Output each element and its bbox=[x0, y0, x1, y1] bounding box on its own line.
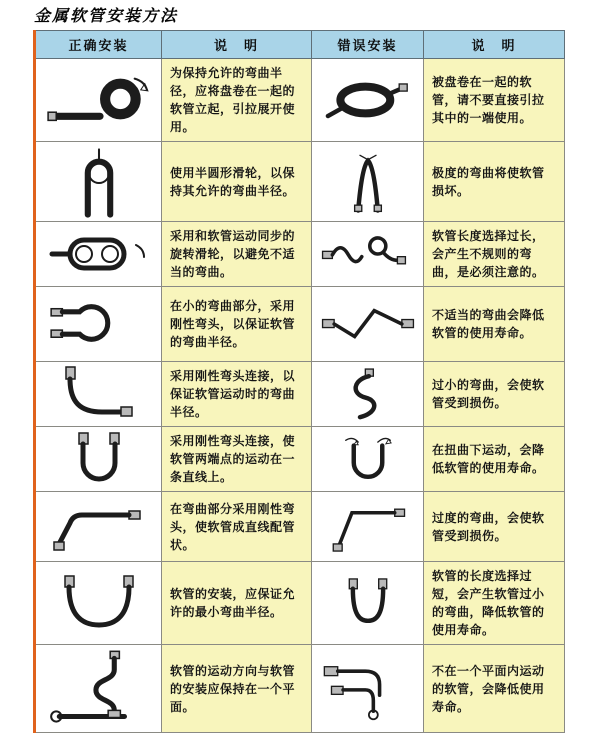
correct-description: 使用半圆形滑轮，以保持其允许的弯曲半径。 bbox=[162, 142, 312, 222]
wrong-description: 过度的弯曲，会使软管受到损伤。 bbox=[424, 492, 565, 562]
table-row bbox=[35, 287, 565, 362]
wrong-image-cell bbox=[312, 142, 424, 222]
correct-image-cell bbox=[35, 362, 162, 427]
correct-description: 采用和软管运动同步的旋转滑轮，以避免不适当的弯曲。 bbox=[162, 222, 312, 287]
wrong-description: 不适当的弯曲会降低软管的使用寿命。 bbox=[424, 287, 565, 362]
hose-over-semicircular-pulley-illustration bbox=[43, 145, 155, 219]
flat-coil-pulled-end-illustration bbox=[319, 70, 417, 130]
hose-twisted-u-illustration bbox=[319, 430, 417, 488]
correct-description: 在弯曲部分采用刚性弯头，使软管成直线配管状。 bbox=[162, 492, 312, 562]
wrong-image-cell bbox=[312, 562, 424, 645]
header-description-correct: 说 明 bbox=[162, 31, 312, 59]
hose-irregular-loops-illustration bbox=[319, 225, 417, 283]
correct-description: 为保持允许的弯曲半径，应将盘卷在一起的软管立起，引拉展开使用。 bbox=[162, 59, 312, 142]
table-row bbox=[35, 222, 565, 287]
standing-coil-with-pullout-illustration bbox=[43, 68, 155, 132]
correct-description: 采用刚性弯头连接，使软管两端点的运动在一条直线上。 bbox=[162, 427, 312, 492]
table-row bbox=[35, 645, 565, 733]
hose-too-short-small-u-illustration bbox=[319, 573, 417, 633]
rigid-elbow-u-inline-motion-illustration bbox=[43, 430, 155, 488]
table-row bbox=[35, 562, 565, 645]
wrong-image-cell bbox=[312, 492, 424, 562]
correct-image-cell bbox=[35, 59, 162, 142]
hose-extreme-sharp-bend-illustration bbox=[319, 145, 417, 219]
wrong-image-cell bbox=[312, 59, 424, 142]
hose-improper-v-bend-illustration bbox=[319, 294, 417, 354]
header-row bbox=[35, 31, 565, 59]
correct-image-cell bbox=[35, 645, 162, 733]
hose-single-plane-routing-illustration bbox=[43, 649, 155, 729]
correct-description: 软管的安装，应保证允许的最小弯曲半径。 bbox=[162, 562, 312, 645]
hose-out-of-plane-motion-illustration bbox=[319, 649, 417, 729]
wrong-image-cell bbox=[312, 427, 424, 492]
rigid-elbow-small-bend-loop-illustration bbox=[43, 291, 155, 357]
table-row bbox=[35, 362, 565, 427]
header-correct-install: 正确安装 bbox=[35, 31, 162, 59]
header-wrong-install: 错误安装 bbox=[312, 31, 424, 59]
page-title: 金属软管安装方法 bbox=[34, 6, 179, 25]
installation-method-table bbox=[33, 30, 565, 733]
wrong-description: 在扭曲下运动，会降低软管的使用寿命。 bbox=[424, 427, 565, 492]
wrong-description: 不在一个平面内运动的软管，会降低使用寿命。 bbox=[424, 645, 565, 733]
correct-image-cell bbox=[35, 562, 162, 645]
wrong-description: 被盘卷在一起的软管，请不要直接引拉其中的一端使用。 bbox=[424, 59, 565, 142]
hose-too-small-bend-hook-illustration bbox=[319, 364, 417, 424]
correct-description: 采用刚性弯头连接，以保证软管运动时的弯曲半径。 bbox=[162, 362, 312, 427]
correct-image-cell bbox=[35, 287, 162, 362]
wrong-description: 过小的弯曲，会使软管受到损伤。 bbox=[424, 362, 565, 427]
wrong-description: 软管长度选择过长，会产生不规则的弯曲，是必须注意的。 bbox=[424, 222, 565, 287]
hose-minimum-bend-radius-u-illustration bbox=[43, 573, 155, 633]
hose-on-rotating-pulley-illustration bbox=[43, 225, 155, 283]
wrong-description: 软管的长度选择过短，会产生软管过小的弯曲，降低软管的使用寿命。 bbox=[424, 562, 565, 645]
rigid-elbow-straight-run-illustration bbox=[43, 497, 155, 557]
wrong-image-cell bbox=[312, 362, 424, 427]
correct-image-cell bbox=[35, 222, 162, 287]
correct-description: 在小的弯曲部分，采用刚性弯头，以保证软管的弯曲半径。 bbox=[162, 287, 312, 362]
table-row bbox=[35, 492, 565, 562]
table-row bbox=[35, 142, 565, 222]
correct-image-cell bbox=[35, 142, 162, 222]
table-row bbox=[35, 427, 565, 492]
wrong-image-cell bbox=[312, 222, 424, 287]
rigid-elbow-curve-connection-illustration bbox=[43, 364, 155, 424]
correct-image-cell bbox=[35, 427, 162, 492]
correct-description: 软管的运动方向与软管的安装应保持在一个平面。 bbox=[162, 645, 312, 733]
wrong-image-cell bbox=[312, 287, 424, 362]
header-description-wrong: 说 明 bbox=[424, 31, 565, 59]
hose-overbent-corner-illustration bbox=[319, 497, 417, 557]
wrong-description: 极度的弯曲将使软管损坏。 bbox=[424, 142, 565, 222]
table-row bbox=[35, 59, 565, 142]
correct-image-cell bbox=[35, 492, 162, 562]
wrong-image-cell bbox=[312, 645, 424, 733]
